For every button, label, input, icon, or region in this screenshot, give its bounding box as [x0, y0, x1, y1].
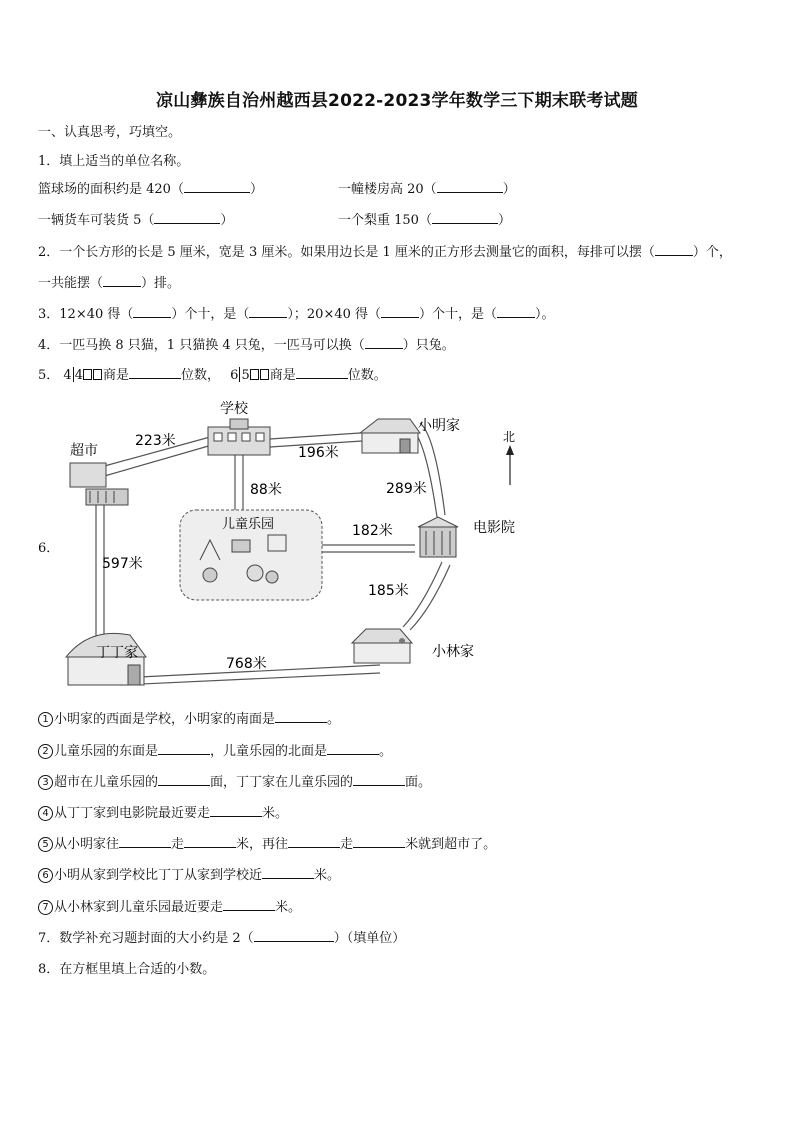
q5-text-4: 位数。 [347, 368, 387, 383]
dividend-digit-2: 5 [241, 368, 250, 383]
q2-blank-2[interactable] [103, 274, 141, 287]
q6-s2-blank-1[interactable] [158, 742, 210, 755]
label-dingding: 丁丁家 [96, 645, 138, 661]
q5-line [38, 364, 387, 383]
distance-cinema-xiaolin: 185米 [368, 583, 409, 599]
q6-s1-text: 小明家的西面是学校，小明家的南面是 [54, 712, 276, 727]
supermarket-building [70, 463, 128, 505]
q6-s2-blank-2[interactable] [327, 742, 379, 755]
q6-s1-blank[interactable] [275, 710, 327, 723]
q3-text-4: ）个十，是（ [419, 307, 498, 322]
q5-text-3: 商是 [269, 368, 296, 383]
dividend-digit-1: 4 [74, 368, 83, 383]
q1-row1 [38, 178, 738, 197]
xiaoming-house [360, 419, 420, 453]
q4-line [38, 334, 455, 353]
distance-xiaoming-cinema: 289米 [386, 481, 427, 497]
q6-s3-text-c: 面。 [405, 775, 432, 790]
q3-text-3: ）；20×40 得（ [287, 307, 382, 322]
q7-text-b: ）（填单位） [333, 931, 406, 946]
q2-line1 [38, 241, 732, 260]
q6-sub-5 [38, 833, 496, 852]
q1-d-text: 一个梨重 150（ [338, 213, 432, 228]
distance-school-xiaoming: 196米 [298, 445, 339, 461]
circled-number: 1 [38, 712, 53, 727]
q8-line: 8．在方框里填上合适的小数。 [38, 962, 216, 977]
school-building [208, 419, 270, 455]
q4-text-2: ）只兔。 [402, 338, 455, 353]
section-heading: 一、认真思考，巧填空。 [38, 125, 182, 140]
divisor-1: 4 [63, 368, 72, 383]
q6-sub-7 [38, 896, 301, 915]
cinema-building [418, 517, 458, 557]
q6-s3-text-a: 超市在儿童乐园的 [54, 775, 159, 790]
q6-number: 6． [38, 541, 60, 556]
q3-blank-1[interactable] [133, 305, 171, 318]
label-north: 北 [503, 430, 516, 444]
q6-s5-text-a: 从小明家往 [54, 837, 120, 852]
q2-blank-1[interactable] [655, 243, 693, 256]
label-playground: 儿童乐园 [222, 517, 275, 532]
q6-s6-text-b: 米。 [314, 868, 341, 883]
q6-sub-1 [38, 708, 340, 727]
q6-s5-text-e: 米就到超市了。 [405, 837, 497, 852]
q6-sub-6 [38, 864, 340, 883]
q1-a-text: 篮球场的面积约是 420（ [38, 182, 184, 197]
division-1 [63, 367, 103, 383]
paren-close: ） [497, 213, 511, 228]
q7-blank[interactable] [254, 929, 334, 942]
q6-s5-text-d: 走 [340, 837, 354, 852]
q1-b-text: 一幢楼房高 20（ [338, 182, 437, 197]
q6-s7-blank[interactable] [223, 898, 275, 911]
divisor-2: 6 [230, 368, 239, 383]
q4-text-1: 4．一匹马换 8 只猫，1 只猫换 4 只兔，一匹马可以换（ [38, 338, 365, 353]
q7-line [38, 927, 405, 946]
circled-number: 3 [38, 775, 53, 790]
label-cinema: 电影院 [473, 520, 515, 536]
q1-stem: 1．填上适当的单位名称。 [38, 154, 190, 169]
q5-number: 5． [38, 368, 60, 383]
q6-s5-text-b: 走 [171, 837, 185, 852]
label-school: 学校 [220, 401, 248, 417]
q6-s3-blank-1[interactable] [158, 773, 210, 786]
q2-text-a: 2．一个长方形的长是 5 厘米，宽是 3 厘米。如果用边长是 1 厘米的正方形去测量它的面积，每排可以摆（ [38, 245, 655, 260]
circled-number: 7 [38, 900, 53, 915]
q6-s4-blank[interactable] [210, 804, 262, 817]
q6-s6-blank[interactable] [262, 866, 314, 879]
circled-number: 6 [38, 868, 53, 883]
q6-s4-text-a: 从丁丁家到电影院最近要走 [54, 806, 211, 821]
label-xiaolin: 小林家 [432, 644, 474, 660]
division-2 [230, 367, 270, 383]
q6-s5-blank-2[interactable] [184, 835, 236, 848]
distance-playground-cinema: 182米 [352, 523, 393, 539]
q7-text-a: 7．数学补充习题封面的大小约是 2（ [38, 931, 254, 946]
q6-s2-text-a: 儿童乐园的东面是 [54, 744, 159, 759]
page-title: 凉山彝族自治州越西县2022-2023学年数学三下期末联考试题 [156, 91, 638, 111]
q6-s5-blank-4[interactable] [353, 835, 405, 848]
q6-s4-text-b: 米。 [262, 806, 289, 821]
q6-s5-text-c: 米，再往 [236, 837, 289, 852]
q1-a-blank[interactable] [184, 180, 250, 193]
q6-s2-text-c: 。 [379, 744, 393, 759]
label-xiaoming: 小明家 [418, 418, 460, 434]
q6-s5-blank-3[interactable] [288, 835, 340, 848]
q2-text-b: ）个， [692, 245, 732, 260]
paren-close: ） [249, 182, 263, 197]
q1-b-blank[interactable] [437, 180, 503, 193]
circled-number: 4 [38, 806, 53, 821]
xiaolin-house [352, 629, 412, 663]
q3-line [38, 303, 555, 322]
q3-blank-3[interactable] [381, 305, 419, 318]
q6-s3-text-b: 面，丁丁家在儿童乐园的 [210, 775, 354, 790]
q6-s7-text-b: 米。 [275, 900, 302, 915]
q3-text-1: 3．12×40 得（ [38, 307, 134, 322]
q6-s6-text-a: 小明从家到学校比丁丁从家到学校近 [54, 868, 263, 883]
paren-close: ） [502, 182, 516, 197]
q3-blank-4[interactable] [497, 305, 535, 318]
q1-row2 [38, 209, 738, 228]
q6-s5-blank-1[interactable] [119, 835, 171, 848]
q5-blank-1[interactable] [129, 366, 181, 379]
q6-sub-3 [38, 771, 431, 790]
q1-c-blank[interactable] [154, 211, 220, 224]
north-arrow-icon [506, 445, 514, 485]
distance-school-playground: 88米 [250, 482, 282, 498]
q6-s1-end: 。 [327, 712, 341, 727]
q3-text-2: ）个十，是（ [171, 307, 250, 322]
q5-text-1: 商是 [102, 368, 129, 383]
q2-line2 [38, 272, 180, 291]
paren-close: ） [220, 213, 234, 228]
q1-d-blank[interactable] [432, 211, 498, 224]
q2-text-d: ）排。 [141, 276, 181, 291]
q6-sub-4 [38, 802, 288, 821]
distance-supermarket-school: 223米 [135, 433, 176, 449]
q5-text-2: 位数， [181, 368, 221, 383]
q6-s2-text-b: ，儿童乐园的北面是 [210, 744, 328, 759]
distance-supermarket-dingding: 597米 [102, 556, 143, 572]
q3-blank-2[interactable] [249, 305, 287, 318]
distance-dingding-xiaolin: 768米 [226, 656, 267, 672]
q4-blank[interactable] [365, 336, 403, 349]
q1-c-text: 一辆货车可装货 5（ [38, 213, 155, 228]
q2-text-c: 一共能摆（ [38, 276, 104, 291]
q5-blank-2[interactable] [296, 366, 348, 379]
town-map [60, 395, 540, 695]
q6-s7-text-a: 从小林家到儿童乐园最近要走 [54, 900, 224, 915]
label-supermarket: 超市 [70, 443, 98, 459]
q6-sub-2 [38, 740, 392, 759]
q6-s3-blank-2[interactable] [353, 773, 405, 786]
circled-number: 5 [38, 837, 53, 852]
q3-text-5: ）。 [535, 307, 555, 322]
circled-number: 2 [38, 744, 53, 759]
